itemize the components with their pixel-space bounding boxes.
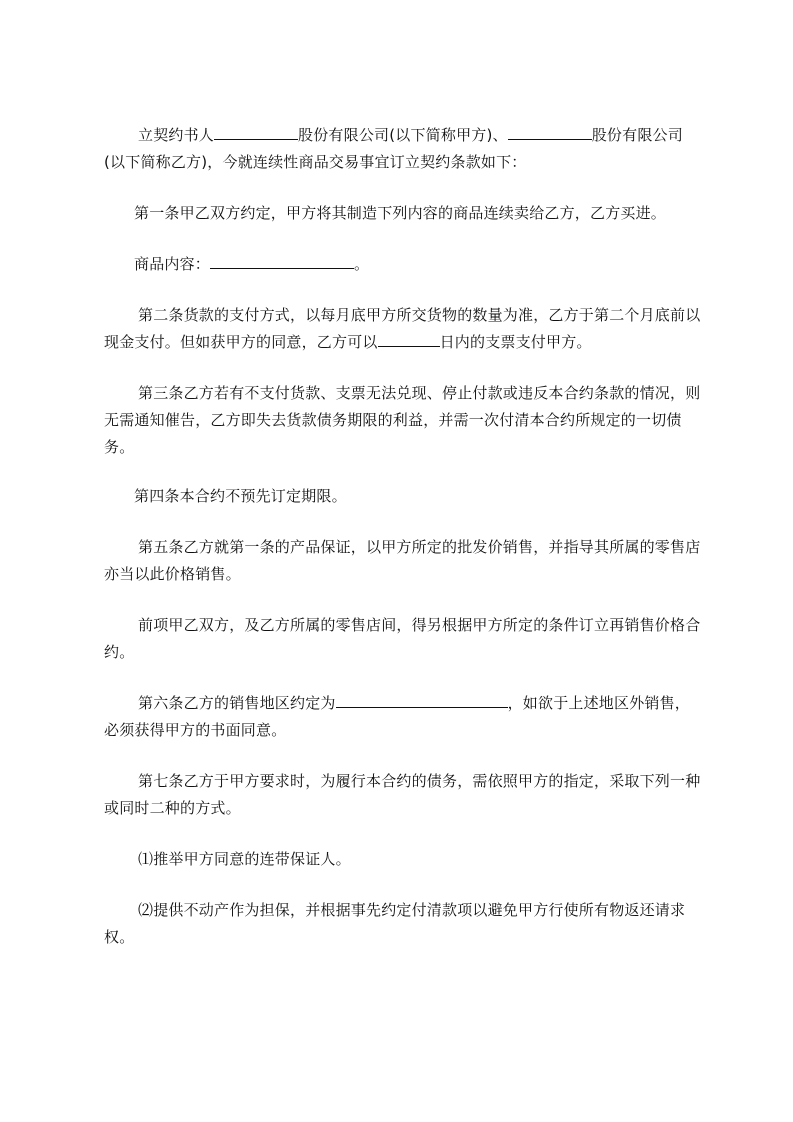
goods-end: 。 (354, 255, 370, 273)
days-blank (378, 332, 440, 347)
article-5: 第五条乙方就第一条的产品保证，以甲方所定的批发价销售，并指导其所属的零售店亦当以此价格销售。 (104, 538, 701, 583)
intro-text-1: 立契约书人 (138, 126, 215, 144)
article-7-item-2: ⑵提供不动产作为担保，并根据事先约定付清款项以避免甲方行使所有物返还请求权。 (104, 901, 686, 946)
intro-text-2: 股份有限公司(以下简称甲方)、 (298, 126, 508, 144)
article-6-text-1: 第六条乙方的销售地区约定为 (138, 694, 336, 712)
article-7-item-1: ⑴推举甲方同意的连带保证人。 (138, 850, 351, 868)
article-5-paragraph-2: 前项甲乙双方，及乙方所属的零售店间，得另根据甲方所定的条件订立再销售价格合约。 (104, 616, 701, 661)
article-2-text-2: 日内的支票支付甲方。 (439, 333, 592, 351)
goods-content-line (104, 251, 704, 278)
article-2 (104, 302, 704, 356)
party-b-blank (508, 125, 592, 140)
article-6-text-2: ，如欲于上述地区外销售，必须获得甲方的书面同意。 (104, 694, 691, 739)
party-a-blank (214, 125, 298, 140)
intro-paragraph (104, 122, 704, 176)
goods-blank (210, 254, 354, 269)
article-7: 第七条乙方于甲方要求时，为履行本合约的债务，需依照甲方的指定，采取下列一种或同时二种的方式。 (104, 772, 701, 817)
article-3: 第三条乙方若有不支付货款、支票无法兑现、停止付款或违反本合约条款的情况，则无需通知催告，乙方即失去货款债务期限的利益，并需一次付清本合约所规定的一切债务。 (104, 384, 701, 456)
contract-body (104, 122, 704, 951)
sales-area-blank (336, 693, 508, 708)
intro-text-3: 股份有限公司(以下简称乙方)，今就连续性商品交易事宜订立契约条款如下： (104, 126, 683, 171)
article-6 (104, 690, 704, 744)
goods-label: 商品内容： (134, 255, 211, 273)
article-2-text-1: 第二条货款的支付方式，以每月底甲方所交货物的数量为准，乙方于第二个月底前以现金支付。但如获甲方的同意，乙方可以 (104, 306, 701, 351)
article-1: 第一条甲乙双方约定，甲方将其制造下列内容的商品连续卖给乙方，乙方买进。 (134, 204, 667, 222)
article-4: 第四条本合约不预先订定期限。 (134, 487, 347, 505)
